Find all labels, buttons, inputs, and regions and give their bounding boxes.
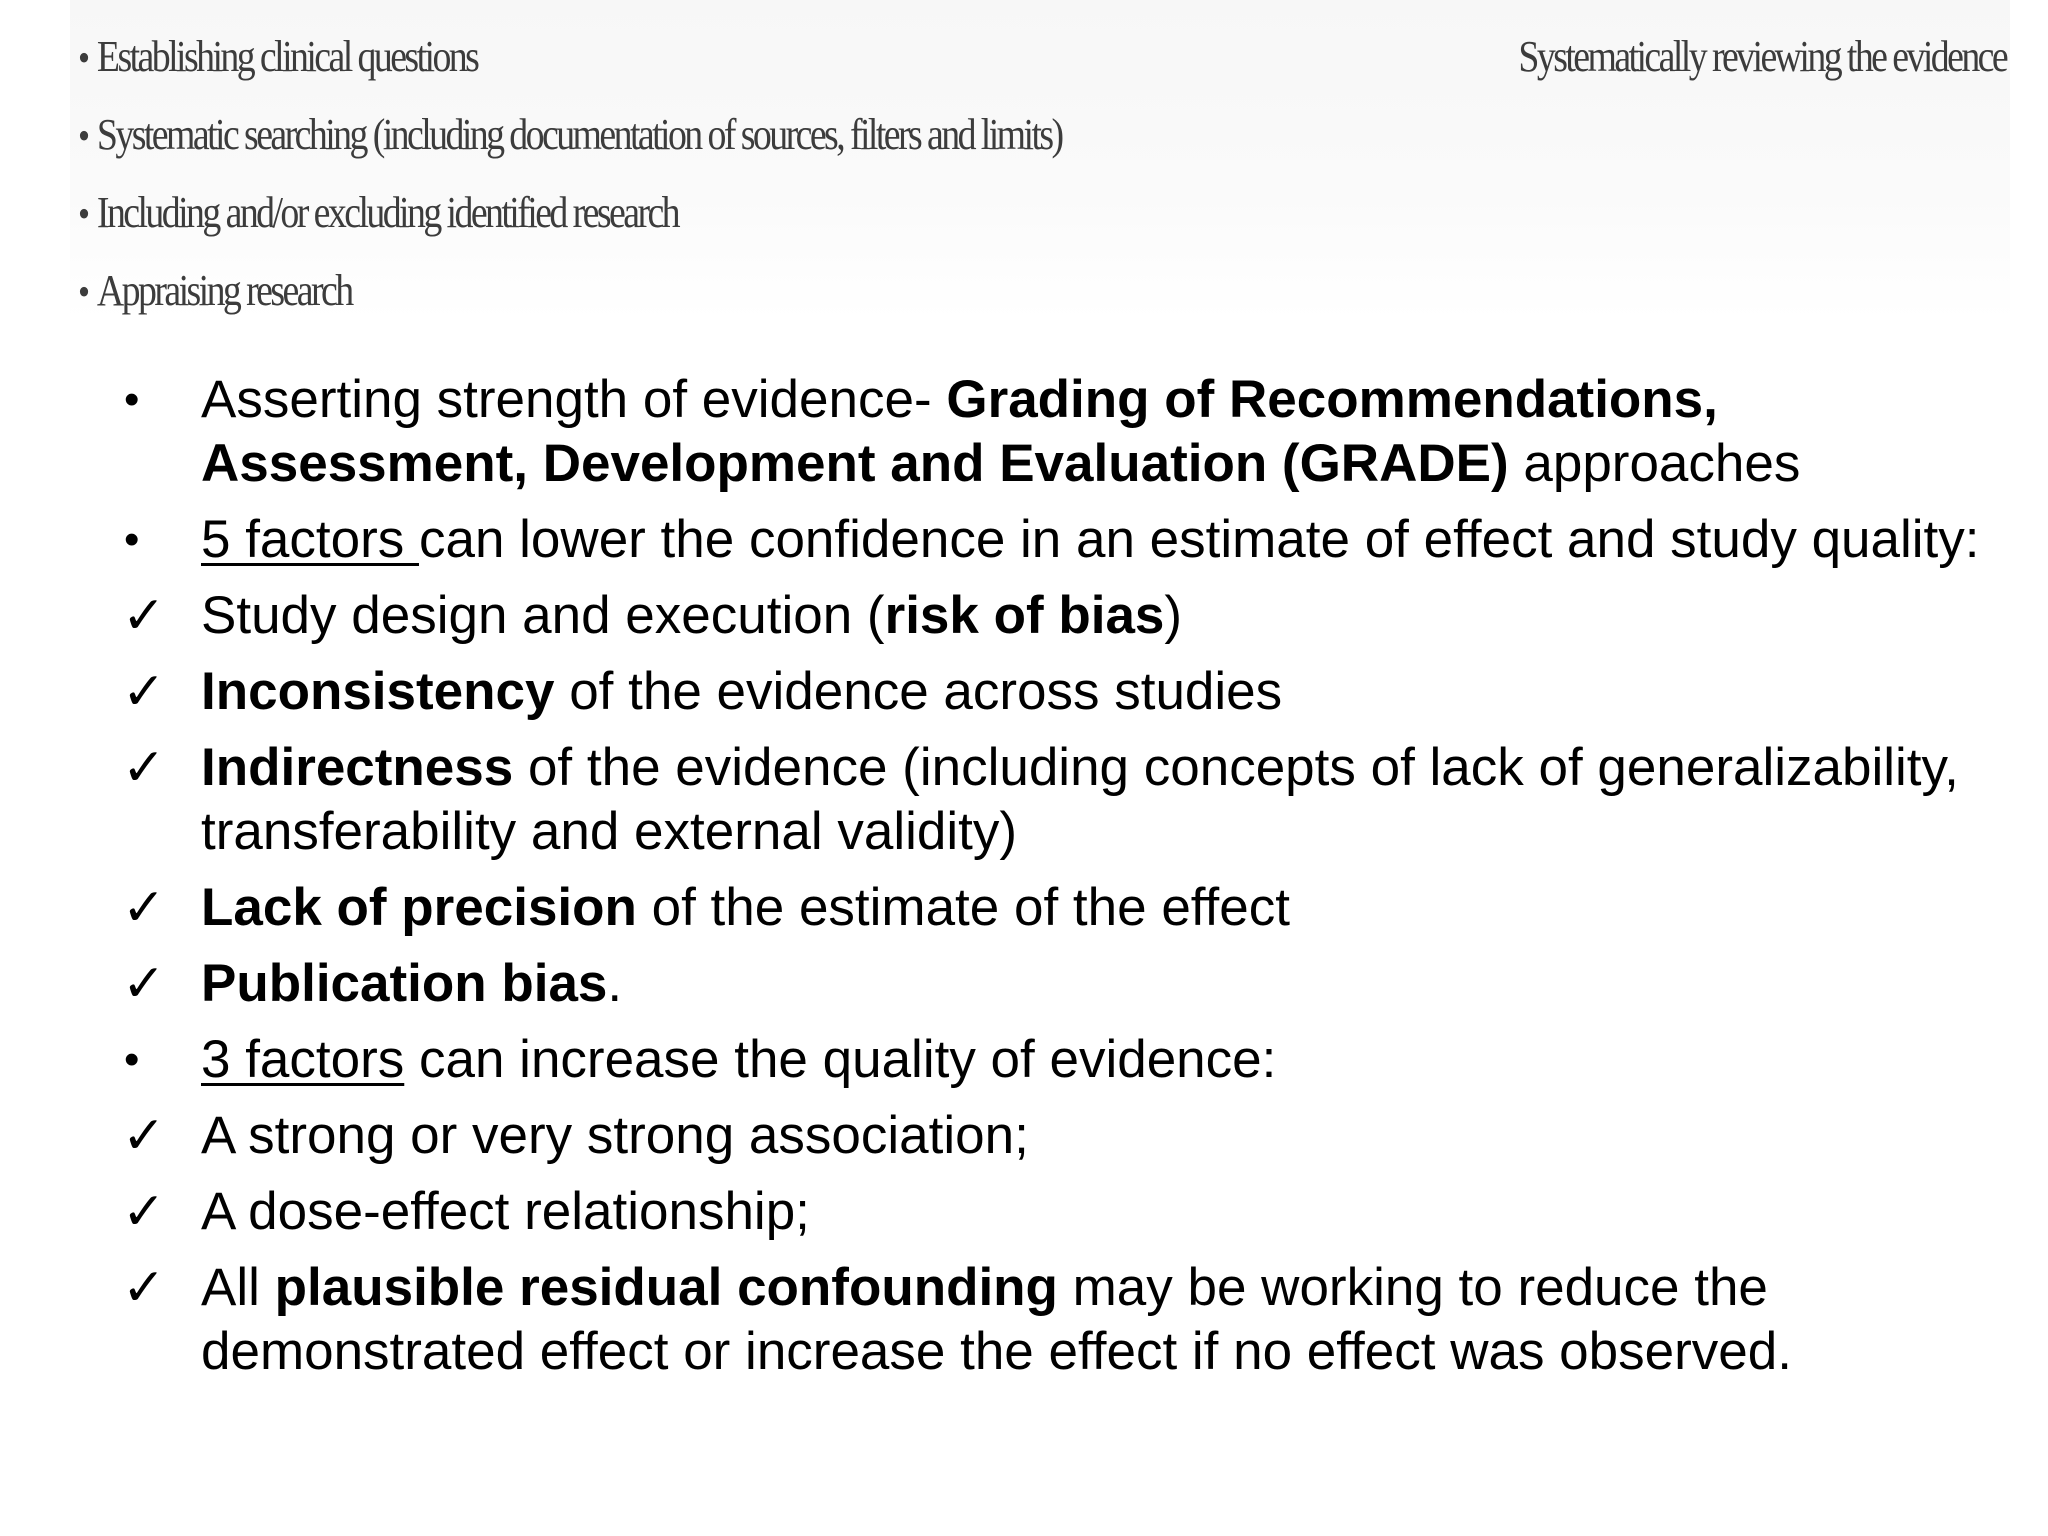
item-text: A strong or very strong association;	[201, 1106, 1029, 1165]
item-text: of the estimate of the effect	[636, 878, 1290, 937]
list-item	[0, 660, 2048, 724]
check-icon: ✓	[122, 586, 166, 646]
item-bold-text: Inconsistency	[201, 662, 555, 721]
header-image-list	[78, 18, 1062, 330]
bullet-marker: •	[78, 191, 88, 236]
bullet-marker: •	[124, 375, 140, 424]
item-text: can increase the quality of evidence:	[404, 1030, 1277, 1089]
list-item	[0, 508, 2048, 572]
item-bold-text: Grading of Recommendations, Assessment, Development and Evaluation (GRADE)	[201, 370, 1718, 493]
list-item	[0, 1256, 2048, 1384]
item-text: )	[1164, 586, 1183, 645]
item-text: .	[607, 954, 623, 1013]
item-bold-text: Indirectness	[201, 738, 514, 797]
slide-bullet-list	[0, 368, 2048, 1396]
check-icon: ✓	[122, 1106, 166, 1166]
header-item-text: Appraising research	[96, 266, 352, 315]
header-image-title: Systematically reviewing the evidence	[1518, 32, 2006, 81]
item-text: approaches	[1508, 434, 1801, 493]
item-underlined-text: 5 factors	[201, 510, 419, 569]
list-item	[0, 736, 2048, 864]
check-icon: ✓	[122, 1258, 166, 1318]
item-underlined-text: 3 factors	[201, 1030, 405, 1089]
item-text: A dose-effect relationship;	[201, 1182, 810, 1241]
item-text: of the evidence across studies	[554, 662, 1283, 721]
item-text: Asserting strength of evidence-	[201, 370, 947, 429]
item-bold-text: plausible residual confounding	[274, 1258, 1058, 1317]
header-item-text: Systematic searching (including documentation of sources, filters and limits)	[96, 110, 1062, 159]
bullet-marker: •	[78, 35, 88, 80]
header-list-item	[78, 252, 1062, 330]
item-text: can lower the confidence in an estimate of effect and study quality:	[418, 510, 1980, 569]
item-text: Study design and execution (	[201, 586, 885, 645]
bullet-marker: •	[124, 515, 140, 564]
item-bold-text: Publication bias	[201, 954, 608, 1013]
bullet-marker: •	[78, 113, 88, 158]
check-icon: ✓	[122, 738, 166, 798]
item-bold-text: Lack of precision	[201, 878, 637, 937]
list-item	[0, 876, 2048, 940]
list-item	[0, 1104, 2048, 1168]
header-item-text: Including and/or excluding identified research	[96, 188, 679, 237]
check-icon: ✓	[122, 878, 166, 938]
header-list-item	[78, 96, 1062, 174]
bullet-marker: •	[124, 1035, 140, 1084]
check-icon: ✓	[122, 954, 166, 1014]
item-bold-text: risk of bias	[884, 586, 1165, 645]
item-text: All	[201, 1258, 275, 1317]
list-item	[0, 952, 2048, 1016]
list-item	[0, 584, 2048, 648]
item-text: of the evidence (including concepts of lack of generalizability, transferability and external validity)	[201, 738, 1959, 861]
list-item	[0, 1180, 2048, 1244]
list-item	[0, 1028, 2048, 1092]
check-icon: ✓	[122, 662, 166, 722]
check-icon: ✓	[122, 1182, 166, 1242]
header-item-text: Establishing clinical questions	[96, 32, 478, 81]
item-text: may be working to reduce the demonstrated effect or increase the effect if no effect was observed.	[201, 1258, 1792, 1381]
header-list-item	[78, 174, 1062, 252]
list-item	[0, 368, 2048, 496]
bullet-marker: •	[78, 269, 88, 314]
header-list-item	[78, 18, 1062, 96]
